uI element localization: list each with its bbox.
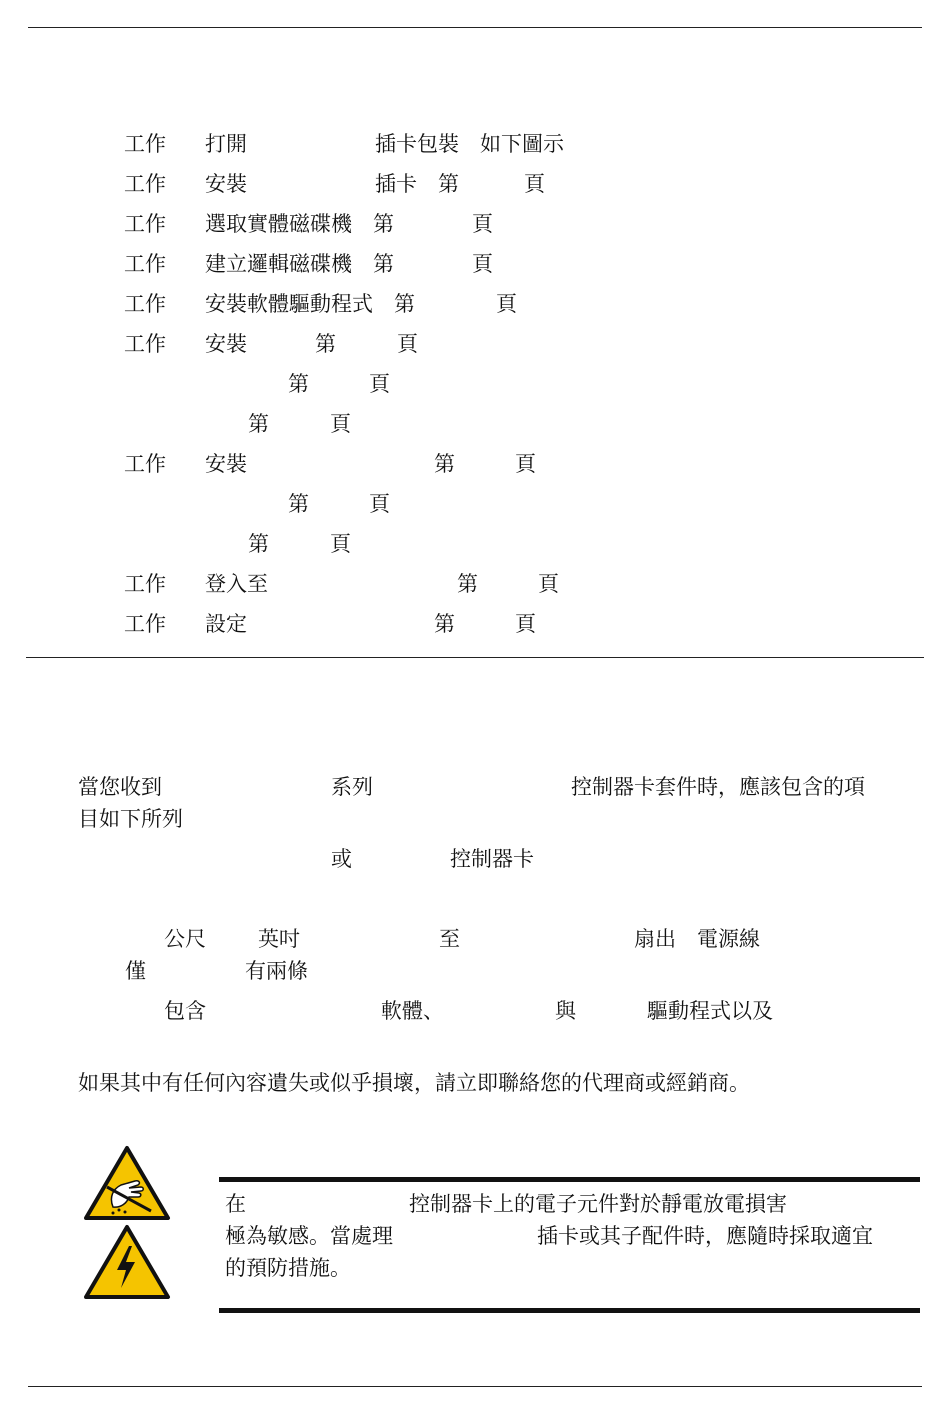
task-text: 第	[457, 572, 478, 596]
task-text: 選取實體磁碟機 第	[205, 212, 394, 236]
task-page-word: 頁	[472, 212, 493, 236]
task-page-word: 頁	[515, 612, 536, 636]
caution-bottom-rule	[219, 1308, 920, 1313]
task-page-word: 頁	[369, 492, 390, 516]
kit-item-cd: 軟體、	[381, 999, 444, 1023]
kit-item-cable: 僅	[125, 959, 146, 983]
task-text: 第	[315, 332, 336, 356]
task-prefix: 工作	[124, 252, 166, 276]
task-text: 安裝	[205, 172, 247, 196]
footer-rule	[28, 1386, 922, 1387]
task-prefix: 工作	[124, 172, 166, 196]
task-text: 第	[434, 612, 455, 636]
kit-item-cable: 至	[439, 927, 460, 951]
task-text: 建立邏輯磁碟機 第	[205, 252, 394, 276]
kit-item-cable: 公尺	[164, 927, 206, 951]
missing-items-note: 如果其中有任何內容遺失或似乎損壞，請立即聯絡您的代理商或經銷商。	[78, 1071, 750, 1095]
kit-item-cable: 扇出 電源線	[634, 927, 760, 951]
task-text: 第	[248, 532, 269, 556]
kit-intro: 當您收到	[78, 775, 162, 799]
task-text: 安裝	[205, 332, 247, 356]
task-prefix: 工作	[124, 612, 166, 636]
task-text: 安裝軟體驅動程式 第	[205, 292, 415, 316]
task-page-word: 頁	[524, 172, 545, 196]
caution-text: 在	[225, 1192, 246, 1216]
task-prefix: 工作	[124, 212, 166, 236]
task-page-word: 頁	[330, 532, 351, 556]
caution-text: 極為敏感。當處理	[225, 1224, 393, 1248]
electric-shock-warning-icon	[83, 1224, 171, 1300]
task-text: 安裝	[205, 452, 247, 476]
kit-item-cable: 有兩條	[245, 959, 308, 983]
task-page-word: 頁	[515, 452, 536, 476]
task-prefix: 工作	[124, 452, 166, 476]
task-text: 打開	[205, 132, 247, 156]
kit-item-cd: 與	[555, 999, 576, 1023]
task-page-word: 頁	[538, 572, 559, 596]
kit-item-cable: 英吋	[258, 927, 300, 951]
task-prefix: 工作	[124, 292, 166, 316]
kit-item-controller: 控制器卡	[450, 847, 534, 871]
kit-item-cd: 包含	[164, 999, 206, 1023]
task-prefix: 工作	[124, 332, 166, 356]
caution-top-rule	[219, 1177, 920, 1182]
esd-hand-warning-icon	[83, 1145, 171, 1221]
task-text: 登入至	[205, 572, 268, 596]
task-text: 第	[288, 492, 309, 516]
kit-intro: 控制器卡套件時，應該包含的項	[571, 775, 865, 799]
task-page-word: 頁	[397, 332, 418, 356]
kit-intro: 目如下所列	[78, 807, 183, 831]
task-text: 插卡包裝 如下圖示	[375, 132, 564, 156]
task-page-word: 頁	[472, 252, 493, 276]
task-text: 第	[288, 372, 309, 396]
kit-item-cd: 驅動程式以及	[647, 999, 773, 1023]
kit-intro: 系列	[331, 775, 373, 799]
caution-text: 控制器卡上的電子元件對於靜電放電損害	[409, 1192, 787, 1216]
task-text: 設定	[205, 612, 247, 636]
task-page-word: 頁	[369, 372, 390, 396]
task-text: 第	[248, 412, 269, 436]
task-text: 插卡 第	[375, 172, 459, 196]
header-rule	[28, 27, 922, 28]
caution-text: 的預防措施。	[225, 1256, 351, 1280]
task-prefix: 工作	[124, 572, 166, 596]
section-rule	[26, 657, 924, 658]
task-page-word: 頁	[496, 292, 517, 316]
task-prefix: 工作	[124, 132, 166, 156]
task-page-word: 頁	[330, 412, 351, 436]
kit-item-controller: 或	[331, 847, 352, 871]
task-text: 第	[434, 452, 455, 476]
caution-text: 插卡或其子配件時，應隨時採取適宜	[537, 1224, 873, 1248]
